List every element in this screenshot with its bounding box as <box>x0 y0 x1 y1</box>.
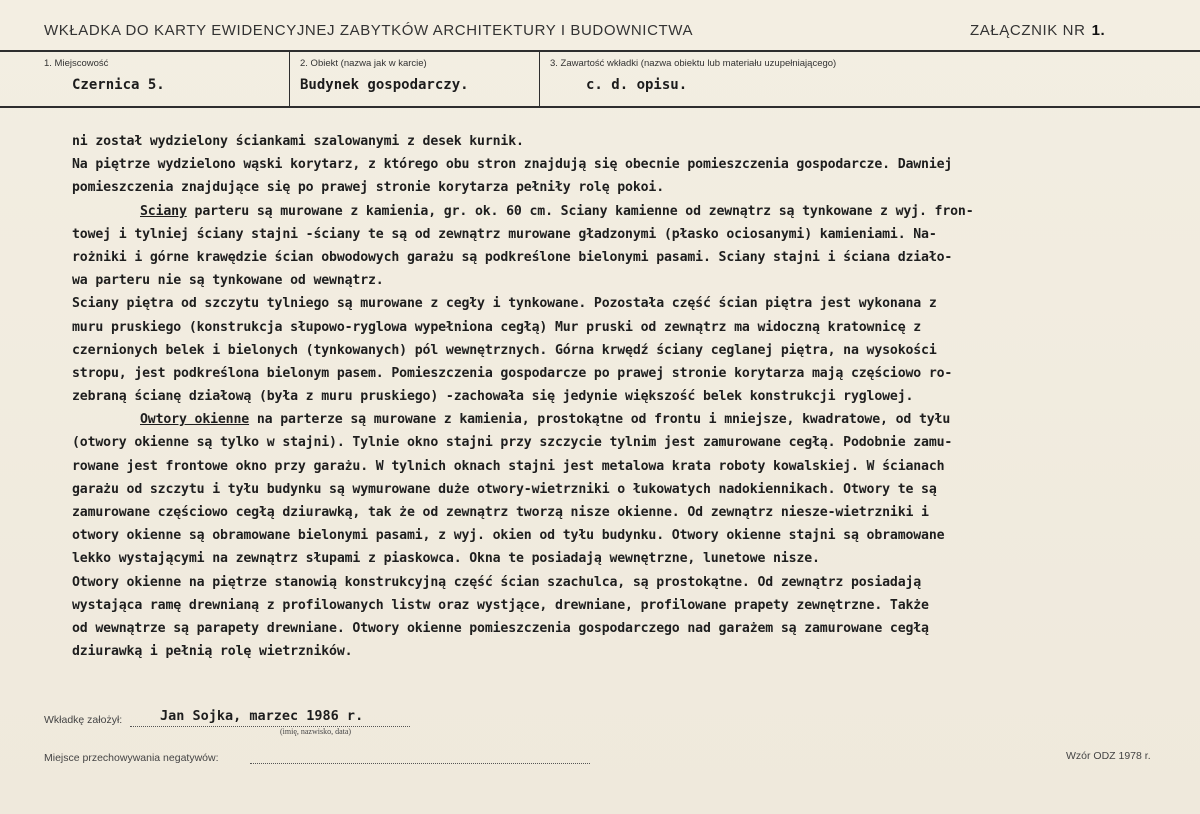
annex-label <box>970 22 1105 39</box>
description-text <box>72 130 1182 663</box>
negatives-field <box>250 762 590 764</box>
text-line: rowane jest frontowe okno przy garażu. W tylnich oknach stajni jest metalowa krata roboty kowalskiej. W ścianach <box>72 458 945 474</box>
text-line: Sciany piętra od szczytu tylniego są murowane z cegły i tynkowane. Pozostała część ścian piętra jest wykonana z <box>72 296 937 312</box>
locality-field <box>0 52 290 106</box>
text-line: garażu od szczytu i tyłu budynku są wymurowane duże otwory-wietrzniki o łukowatych nadokiennikach. Otwory te są <box>72 481 937 497</box>
text-line: Otwory okienne na piętrze stanowią konstrukcyjną część ścian szachulca, są prostokątne. Od zewnątrz posiadają <box>72 574 922 590</box>
text-line: stropu, jest podkreślona bielonym pasem. Pomieszczenia gospodarcze po prawej stronie korytarza mają częściowo ro- <box>72 365 953 381</box>
text-line: muru pruskiego (konstrukcja słupowo-ryglowa wypełniona cegłą) Mur pruski od zewnątrz ma widoczną kratownicę z <box>72 319 922 335</box>
negatives-label: Miejsce przechowywania negatywów: <box>44 752 219 764</box>
text-line: dziurawką i pełnią rolę wietrzników. <box>72 644 353 660</box>
content-field <box>540 52 1200 106</box>
text-line: zamurowane częściowo cegłą dziurawką, tak że od zewnątrz tworzą nisze okienne. Od zewnątrz niesze-wietrzniki i <box>72 505 929 520</box>
created-by-value: Jan Sojka, marzec 1986 r. <box>160 708 364 724</box>
text-line: Sciany parteru są murowane z kamienia, gr. ok. 60 cm. Sciany kamienne od zewnątrz są tynkowane z wyj. fron- <box>140 203 974 219</box>
text-line: wystająca ramę drewnianą z profilowanych listw oraz wystjące, drewniane, profilowane prapety zewnętrzne. Także <box>72 597 929 613</box>
content-label: 3. Zawartość wkładki (nazwa obiektu lub materiału uzupełniającego) <box>550 58 837 69</box>
created-by-field <box>130 708 410 727</box>
object-field <box>290 52 540 106</box>
text-line: (otwory okienne są tylko w stajni). Tylnie okno stajni przy szczycie tylnim jest zamurowane cegłą. Podobnie zamu- <box>72 435 953 451</box>
text-line: Na piętrze wydzielono wąski korytarz, z którego obu stron znajdują się obecnie pomieszczenia gospodarcze. Dawniej <box>72 157 953 173</box>
text-line: zebraną ścianę działową (była z muru pruskiego) -zachowała się jedynie większość belek konstrukcji ryglowej. <box>72 389 914 405</box>
content-value: c. d. opisu. <box>586 77 688 93</box>
underlined-lead: Sciany <box>140 203 187 219</box>
annex-number: 1. <box>1091 22 1106 39</box>
form-code: Wzór ODZ 1978 r. <box>1066 750 1151 762</box>
annex-label-text: ZAŁĄCZNIK NR <box>970 22 1086 39</box>
text-line: wa parteru nie są tynkowane od wewnątrz. <box>72 273 384 289</box>
form-header <box>0 0 1200 52</box>
text-line: ni został wydzielony ściankami szalowanymi z desek kurnik. <box>72 134 524 149</box>
created-by-hint: (imię, nazwisko, data) <box>280 727 352 736</box>
underlined-lead: Owtory okienne <box>140 412 250 428</box>
object-value: Budynek gospodarczy. <box>300 77 469 93</box>
text-line: Owtory okienne na parterze są murowane z kamienia, prostokątne od frontu i mniejsze, kwadratowe, od tyłu <box>140 412 951 428</box>
text-line: lekko wystającymi na zewnątrz słupami z piaskowca. Okna te posiadają wewnętrzne, lunetowe nisze. <box>72 551 820 567</box>
text-line: rożniki i górne krawędzie ścian obwodowych garażu są podkreślone bielonymi pasami. Sciany stajni i ściana działo- <box>72 249 953 265</box>
created-by-row <box>44 710 122 728</box>
text-line: od wewnątrze są parapety drewniane. Otwory okienne pomieszczenia gospodarczego nad garażem są zamurowane cegłą <box>72 620 929 636</box>
form-title: WKŁADKA DO KARTY EWIDENCYJNEJ ZABYTKÓW ARCHITEKTURY I BUDOWNICTWA <box>44 22 694 39</box>
text-line: czernionych belek i bielonych (tynkowanych) pól wewnętrznych. Górna krwędź ściany ceglanej piętra, na wysokości <box>72 342 937 358</box>
locality-value: Czernica 5. <box>72 77 165 93</box>
object-label: 2. Obiekt (nazwa jak w karcie) <box>300 58 427 69</box>
created-by-label: Wkładkę założył: <box>44 714 123 726</box>
text-line: pomieszczenia znajdujące się po prawej stronie korytarza pełniły rolę pokoi. <box>72 180 665 196</box>
locality-label: 1. Miejscowość <box>44 58 109 69</box>
text-line: towej i tylniej ściany stajni -ściany te są od zewnątrz murowane gładzonymi (płasko ociosanymi) kamieniami. Na- <box>72 226 937 242</box>
negatives-row <box>44 748 219 766</box>
text-line: otwory okienne są obramowane bielonymi pasami, z wyj. okien od tyłu budynku. Otwory okienne stajni są obramowane <box>72 528 945 544</box>
form-fields-row <box>0 52 1200 108</box>
